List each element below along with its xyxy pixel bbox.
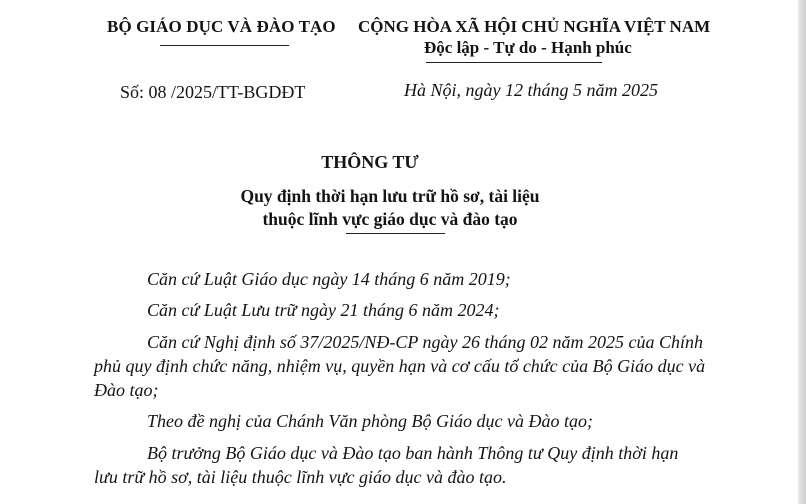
preamble-line: Căn cứ Nghị định số 37/2025/NĐ-CP ngày 26 tháng 02 năm 2025 của Chính <box>147 332 703 352</box>
motto-underline <box>426 62 602 63</box>
subject-line-2: thuộc lĩnh vực giáo dục và đào tạo <box>262 209 518 229</box>
preamble-line: Căn cứ Luật Giáo dục ngày 14 tháng 6 năm 2019; <box>147 269 511 289</box>
preamble-line: Đào tạo; <box>94 380 159 400</box>
preamble-line: Theo đề nghị của Chánh Văn phòng Bộ Giáo dục và Đào tạo; <box>147 411 593 431</box>
national-motto: Độc lập - Tự do - Hạnh phúc <box>424 38 632 57</box>
preamble-line: Căn cứ Luật Lưu trữ ngày 21 tháng 6 năm 2024; <box>147 300 500 320</box>
document-number: Số: 08 /2025/TT-BGDĐT <box>120 82 306 102</box>
preamble-line: Bộ trưởng Bộ Giáo dục và Đào tạo ban hành Thông tư Quy định thời hạn <box>147 443 679 463</box>
issuing-ministry: BỘ GIÁO DỤC VÀ ĐÀO TẠO <box>107 17 336 36</box>
subject-underline <box>346 233 445 234</box>
place-and-date: Hà Nội, ngày 12 tháng 5 năm 2025 <box>404 80 658 100</box>
ministry-underline <box>160 45 289 46</box>
preamble-line: phủ quy định chức năng, nhiệm vụ, quyền hạn và cơ cấu tổ chức của Bộ Giáo dục và <box>94 356 706 376</box>
preamble-line: lưu trữ hồ sơ, tài liệu thuộc lĩnh vực giáo dục và đào tạo. <box>94 467 507 487</box>
subject-line-1: Quy định thời hạn lưu trữ hồ sơ, tài liệu <box>240 186 540 206</box>
document-type: THÔNG TƯ <box>321 152 419 172</box>
national-title: CỘNG HÒA XÃ HỘI CHỦ NGHĨA VIỆT NAM <box>358 17 711 36</box>
page-edge <box>798 0 806 504</box>
